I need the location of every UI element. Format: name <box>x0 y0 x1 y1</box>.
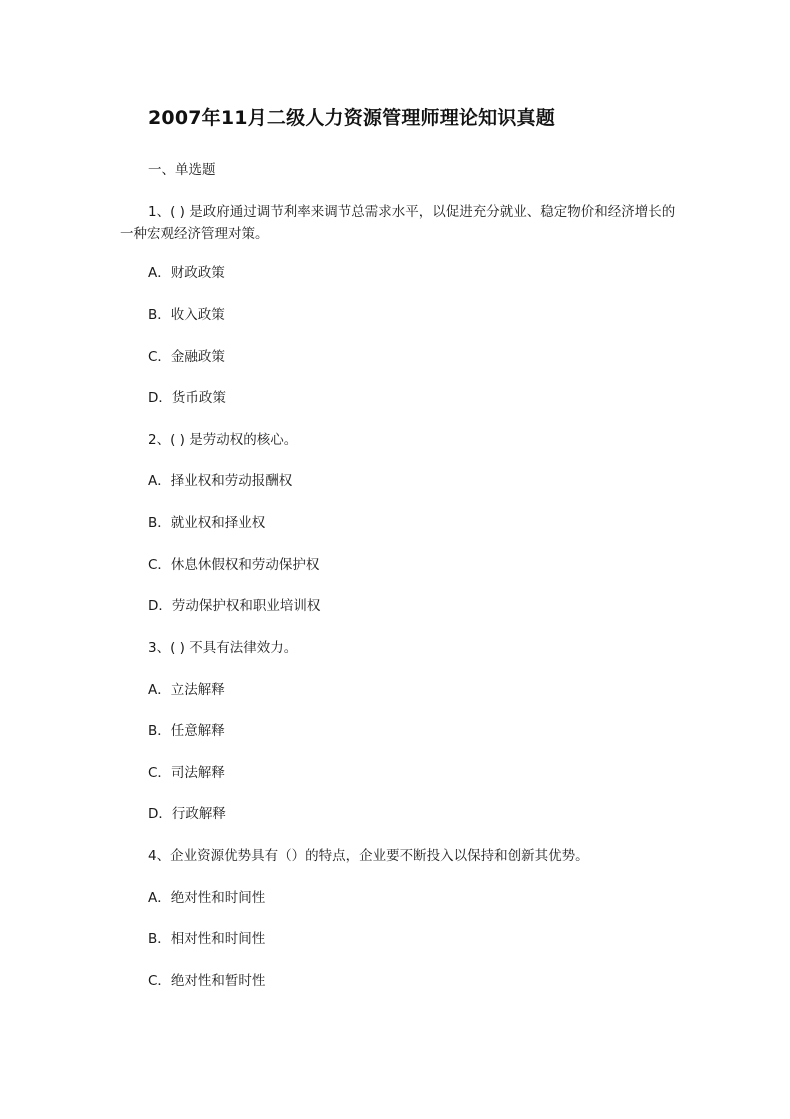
question-1-option-a: A．财政政策 <box>148 265 225 281</box>
question-3-option-a: A．立法解释 <box>148 682 225 698</box>
question-2-option-d: D．劳动保护权和职业培训权 <box>148 598 321 614</box>
question-1-option-c: C．金融政策 <box>148 349 225 365</box>
document-title: 2007年11月二级人力资源管理师理论知识真题 <box>148 107 555 129</box>
question-1-option-b: B．收入政策 <box>148 307 225 323</box>
question-2-stem: 2、( ) 是劳动权的核心。 <box>148 432 298 448</box>
question-3-option-c: C．司法解释 <box>148 765 225 781</box>
question-1-option-d: D．货币政策 <box>148 390 226 406</box>
question-3-stem: 3、( ) 不具有法律效力。 <box>148 640 298 656</box>
question-4-option-a: A．绝对性和时间性 <box>148 890 266 906</box>
question-2-option-c: C．休息休假权和劳动保护权 <box>148 557 320 573</box>
question-1-stem: 1、( ) 是政府通过调节利率来调节总需求水平，以促进充分就业、稳定物价和经济增长的一种宏观经济管理对策。 <box>120 204 676 242</box>
section-heading: 一、单选题 <box>148 162 216 178</box>
question-3-option-b: B．任意解释 <box>148 723 225 739</box>
question-4-option-b: B．相对性和时间性 <box>148 931 266 947</box>
question-3-option-d: D．行政解释 <box>148 806 226 822</box>
question-2-option-b: B．就业权和择业权 <box>148 515 266 531</box>
question-4-option-c: C．绝对性和暂时性 <box>148 973 266 989</box>
question-2-option-a: A．择业权和劳动报酬权 <box>148 473 293 489</box>
question-4-stem: 4、企业资源优势具有（）的特点，企业要不断投入以保持和创新其优势。 <box>148 848 589 864</box>
